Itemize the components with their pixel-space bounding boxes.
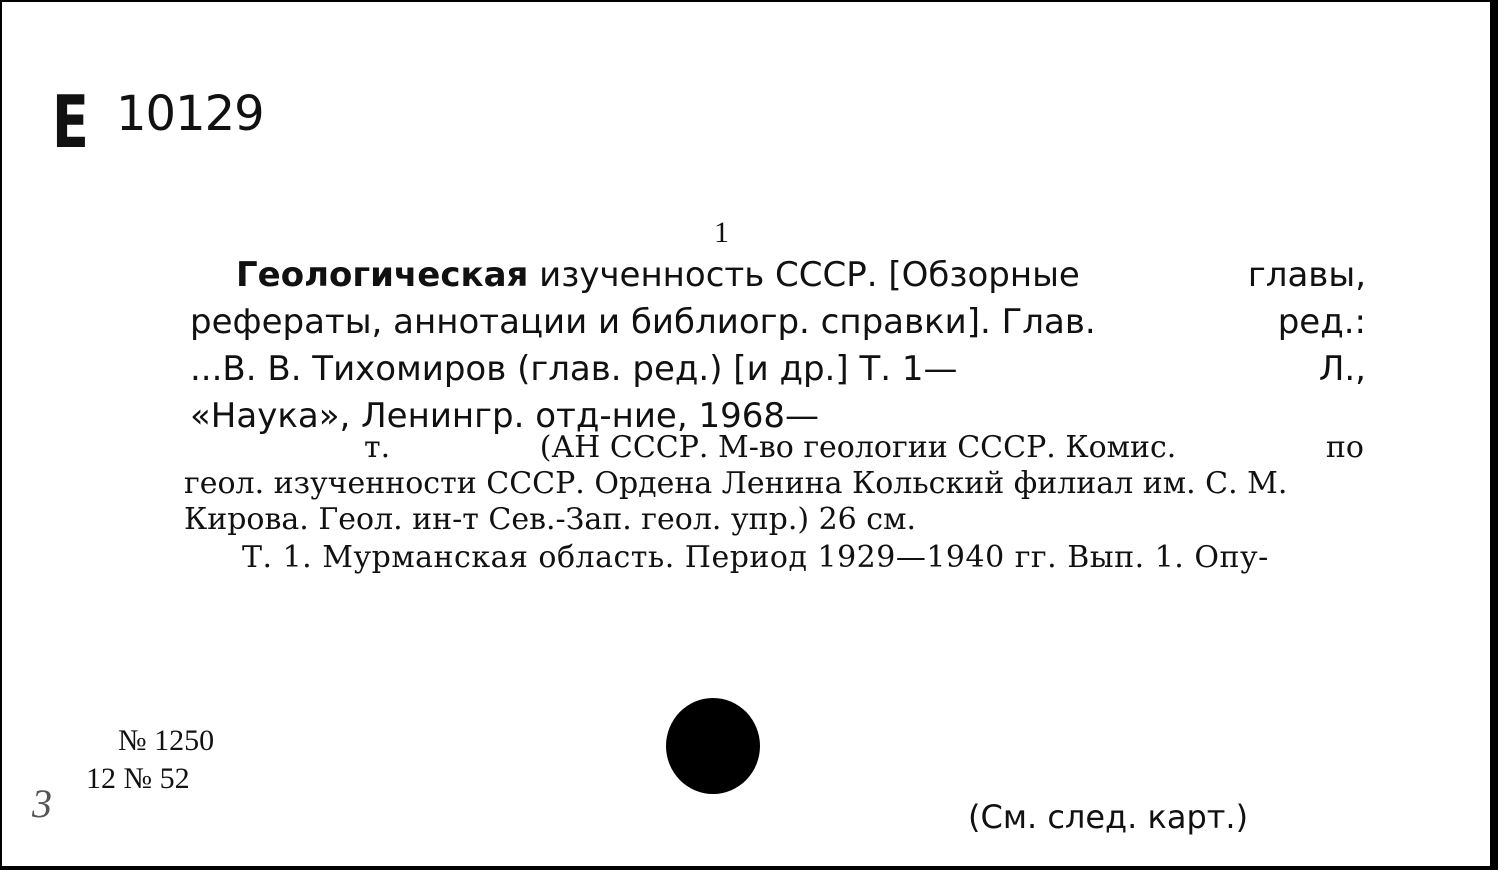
title-bold-word: Геологическая xyxy=(236,255,529,295)
entry-line-2-text: рефераты, аннотации и библиогр. справки]. Глав. xyxy=(190,302,1096,342)
note-row-1-c: по xyxy=(1325,430,1364,465)
note-row-2: геол. изученности СССР. Ордена Ленина Кольский филиал им. С. М. xyxy=(184,466,1288,501)
note-row-1-b: (АН СССР. М-во геологии СССР. Комис. xyxy=(539,430,1177,465)
entry-line-3 xyxy=(190,346,1366,393)
note-row-1 xyxy=(184,430,1364,466)
note-row-3: Кирова. Геол. ин-т Сев.-Зап. геол. упр.) 26 см. xyxy=(184,502,916,537)
continued-note: (См. след. карт.) xyxy=(968,798,1249,836)
note-row-1-a: т. xyxy=(364,430,391,465)
entry-line-3-end: Л., xyxy=(1318,349,1366,389)
shelfmark xyxy=(52,80,264,164)
margin-pencil-mark: 3 xyxy=(32,781,52,826)
shelfmark-letter: E xyxy=(52,80,89,164)
entry-line-2 xyxy=(190,299,1366,346)
accession-numbers xyxy=(86,722,214,798)
accession-line-2: 12 № 52 xyxy=(86,762,190,795)
entry-line-4-text: «Наука», Ленингр. отд-ние, 1968— xyxy=(190,396,819,436)
entry-line-3-text: ...В. В. Тихомиров (глав. ред.) [и др.] Т. 1— xyxy=(190,349,958,389)
title-end: главы, xyxy=(1247,255,1366,295)
punch-hole xyxy=(666,698,760,794)
bibliographic-entry xyxy=(190,252,1366,440)
entry-line-2-end: ред.: xyxy=(1277,302,1366,342)
series-note xyxy=(184,430,1364,538)
catalog-card xyxy=(2,2,1493,868)
entry-line-1 xyxy=(190,252,1366,299)
volume-line: Т. 1. Мурманская область. Период 1929—1940 гг. Вып. 1. Опу- xyxy=(242,540,1269,575)
sheet-number: 1 xyxy=(714,216,729,249)
accession-line-1: № 1250 xyxy=(118,724,215,757)
shelfmark-number: 10129 xyxy=(116,86,264,142)
title-rest: изученность СССР. [Обзорные xyxy=(528,255,1080,295)
